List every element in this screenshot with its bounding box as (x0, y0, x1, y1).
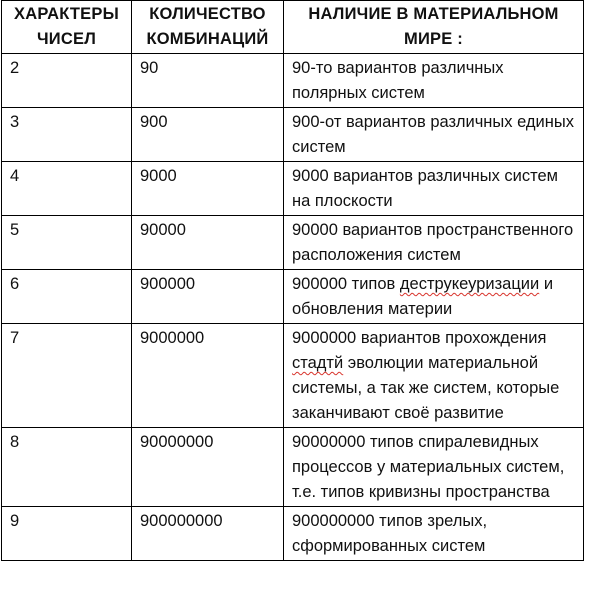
header-characters: ХАРАКТЕРЫ ЧИСЕЛ (2, 1, 132, 54)
cell-description: 90-то вариантов различных полярных систем (284, 54, 584, 108)
cell-characters: 4 (2, 162, 132, 216)
cell-combinations: 9000000 (132, 324, 284, 428)
cell-description: 900000000 типов зрелых, сформированных систем (284, 507, 584, 561)
cell-combinations: 900000000 (132, 507, 284, 561)
cell-description: 90000000 типов спиралевидных процессов у материальных систем, т.е. типов кривизны пространства (284, 428, 584, 507)
numbers-table (1, 0, 584, 561)
table-row (2, 108, 584, 162)
cell-description: 9000 вариантов различных систем на плоскости (284, 162, 584, 216)
header-combinations: КОЛИЧЕСТВО КОМБИНАЦИЙ (132, 1, 284, 54)
description-text: и обновления материи (292, 275, 554, 318)
table-row (2, 162, 584, 216)
spellcheck-marked-word: стадтй (292, 354, 344, 372)
cell-combinations: 90 (132, 54, 284, 108)
cell-description: 900-от вариантов различных единых систем (284, 108, 584, 162)
spellcheck-marked-word: деструкеуризации (399, 275, 540, 293)
description-text: 9000000 вариантов прохождения (292, 329, 547, 347)
cell-characters: 7 (2, 324, 132, 428)
cell-characters: 5 (2, 216, 132, 270)
table-row (2, 216, 584, 270)
cell-combinations: 900 (132, 108, 284, 162)
cell-combinations: 9000 (132, 162, 284, 216)
cell-characters: 2 (2, 54, 132, 108)
description-text: эволюции материальной системы, а так же систем, которые заканчивают своё развитие (292, 354, 560, 422)
table-row (2, 428, 584, 507)
table-row (2, 54, 584, 108)
header-row (2, 1, 584, 54)
table-row (2, 324, 584, 428)
cell-characters: 6 (2, 270, 132, 324)
description-text: 900000 типов (292, 275, 400, 293)
cell-description: 90000 вариантов пространственного расположения систем (284, 216, 584, 270)
cell-description (284, 324, 584, 428)
cell-combinations: 90000 (132, 216, 284, 270)
cell-characters: 9 (2, 507, 132, 561)
cell-combinations: 900000 (132, 270, 284, 324)
cell-characters: 3 (2, 108, 132, 162)
header-material-world: НАЛИЧИЕ В МАТЕРИАЛЬНОМ МИРЕ : (284, 1, 584, 54)
cell-description (284, 270, 584, 324)
table-row (2, 507, 584, 561)
table-row (2, 270, 584, 324)
cell-combinations: 90000000 (132, 428, 284, 507)
cell-characters: 8 (2, 428, 132, 507)
